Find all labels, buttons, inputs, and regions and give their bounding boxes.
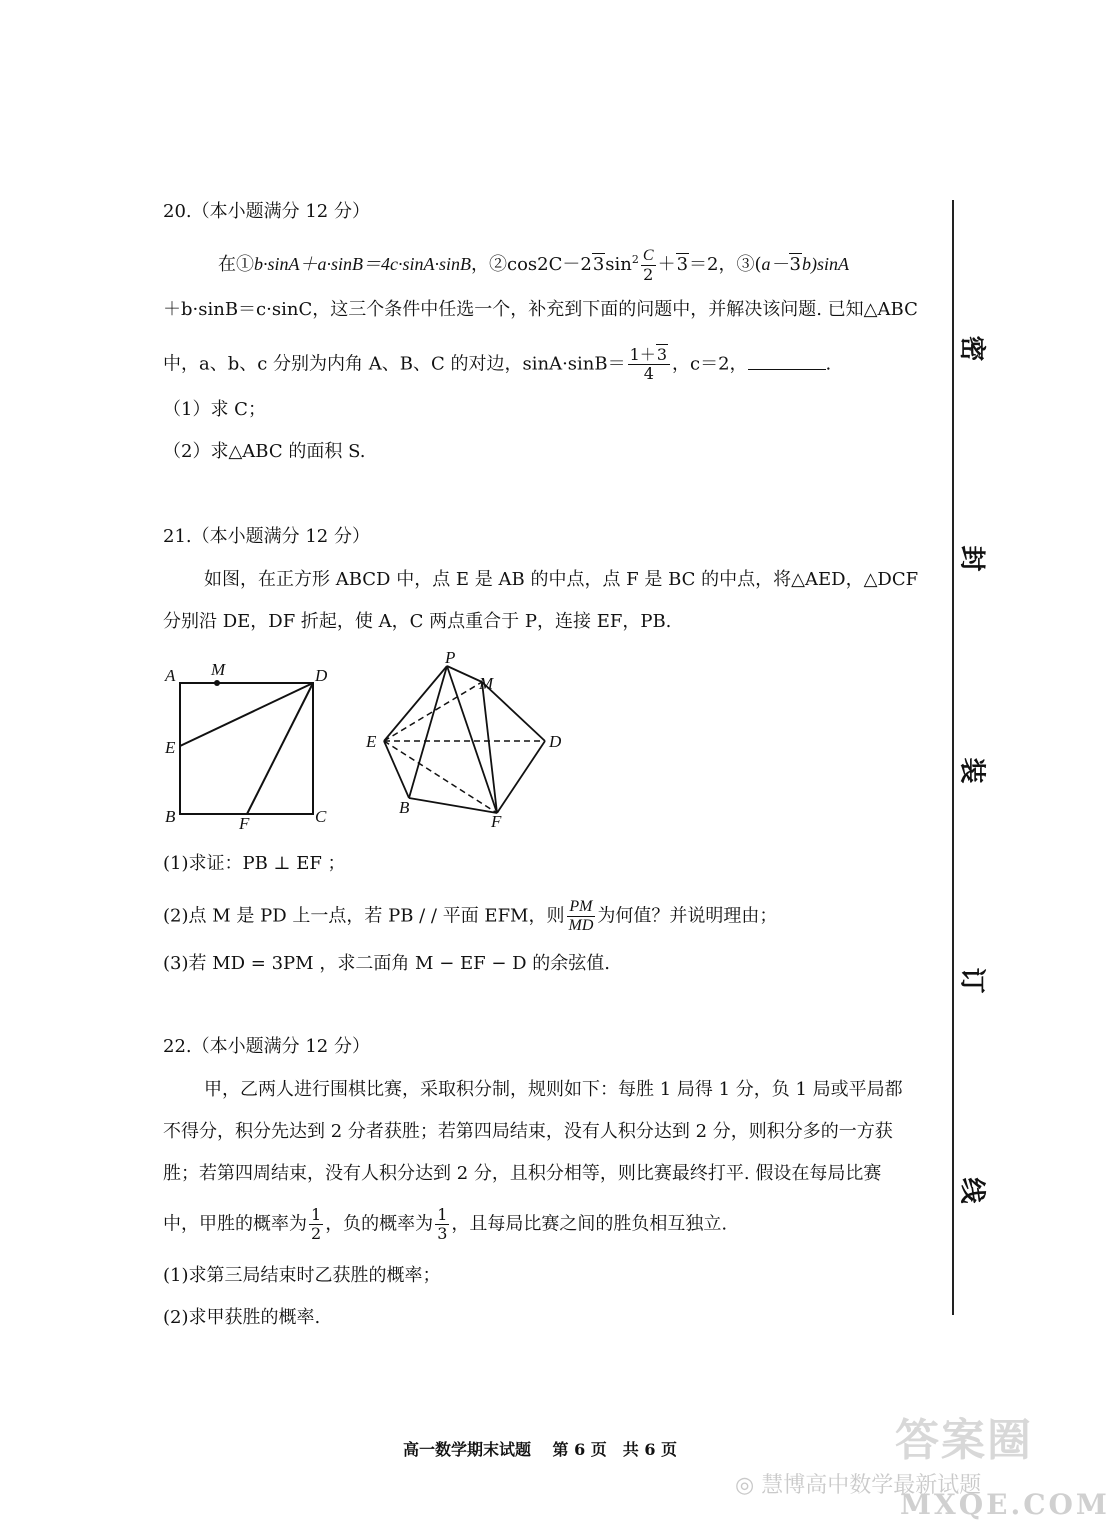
binding-char-ding: 订 (956, 967, 987, 994)
q22-line4-c: ，且每局比赛之间的胜负相互独立. (451, 1213, 728, 1235)
label-c: C (315, 807, 327, 826)
label-m2: M (479, 674, 494, 693)
pyramid-hidden-edges (384, 682, 545, 813)
label-f: F (239, 814, 250, 833)
label-a: A (165, 666, 176, 685)
edge-bf (409, 798, 497, 813)
q21-figures (155, 645, 585, 835)
q22-half-num: 1 (311, 1205, 322, 1224)
point-m-dot (214, 680, 220, 686)
q22-line4 (163, 1206, 727, 1243)
label-f2: F (491, 812, 502, 831)
q20-frac-num-a: 1＋ (629, 345, 656, 364)
q22-line4-b: ，负的概率为 (325, 1213, 434, 1235)
q21-frac-pm-md (567, 898, 596, 935)
q22-header: 22.（本小题满分 12 分） (163, 1036, 370, 1057)
binding-char-xian: 线 (956, 1177, 987, 1204)
q21-sub1: (1)求证：PB ⊥ EF ； (163, 853, 346, 874)
label-m: M (211, 660, 226, 679)
q22-sub2: (2)求甲获胜的概率. (163, 1307, 321, 1328)
edge-pe (384, 666, 447, 741)
q22-sub1: (1)求第三局结束时乙获胜的概率； (163, 1265, 441, 1286)
q22-third-num: 1 (437, 1205, 448, 1224)
q20-line3-prefix: 中，a、b、c 分别为内角 A、B、C 的对边，sinA·sinB＝ (163, 353, 626, 375)
binding-char-feng: 封 (956, 545, 987, 572)
q20-cond2-c: ＋ (657, 254, 676, 275)
q20-cond2-d: ＝2，③( (689, 254, 762, 275)
q21-frac-den: MD (568, 917, 594, 934)
q20-sqrt3-c: 3 (789, 254, 801, 275)
q22-line2: 不得分，积分先达到 2 分者获胜；若第四局结束，没有人积分达到 2 分，则积分多的一方获 (163, 1121, 893, 1142)
square-abcd (180, 683, 313, 814)
q20-line1-prefix: 在① (218, 254, 254, 275)
q20-line3-end: . (825, 353, 832, 375)
q22-frac-half (309, 1206, 323, 1243)
q20-sqrt3-a: 3 (592, 254, 605, 275)
q22-line1: 甲，乙两人进行围棋比赛，采取积分制，规则如下：每胜 1 局得 1 分，负 1 局或平局都 (204, 1079, 903, 1100)
q22-frac-third (435, 1206, 449, 1243)
label-b: B (165, 807, 176, 826)
q20-cond2-b: sin (605, 254, 632, 275)
q21-frac-num: PM (569, 898, 593, 915)
q20-cond3-b: b)sinA (801, 254, 849, 274)
q20-sqrt3-b: 3 (676, 254, 689, 275)
wechat-icon: ◎ (735, 1473, 762, 1498)
q20-frac-num-sqrt: 3 (656, 345, 667, 364)
q21-sub2-suffix: 为何值？并说明理由； (597, 905, 778, 927)
label-p: P (445, 648, 456, 667)
label-d: D (315, 666, 328, 685)
q22-half-den: 2 (311, 1224, 322, 1243)
q20-frac-sin-product (628, 346, 670, 383)
q20-cond3-a: a－ (761, 254, 789, 274)
q20-sup2: 2 (631, 253, 639, 266)
edge-pb (409, 666, 447, 798)
q21-line2: 分别沿 DE，DF 折起，使 A，C 两点重合于 P，连接 EF，PB. (163, 611, 672, 632)
label-b2: B (399, 798, 410, 817)
binding-char-zhuang: 装 (956, 757, 987, 784)
label-e2: E (366, 732, 377, 751)
q21-sub2-prefix: (2)点 M 是 PD 上一点，若 PB / / 平面 EFM，则 (163, 905, 565, 927)
q20-line3-suffix: ，c＝2， (672, 353, 748, 375)
q20-sub1: （1）求 C； (163, 399, 266, 420)
square-figure (180, 683, 313, 814)
q20-line1 (218, 246, 849, 284)
q20-header: 20.（本小题满分 12 分） (163, 201, 370, 222)
q22-third-den: 3 (437, 1224, 448, 1243)
q20-frac-c-over-2 (641, 247, 656, 284)
label-e: E (165, 738, 176, 757)
page-footer: 高一数学期末试题 第 6 页 共 6 页 (402, 1440, 678, 1459)
q20-sub2: （2）求△ABC 的面积 S. (163, 441, 366, 462)
q20-frac-c-num: C (642, 246, 654, 264)
q20-condition-1: b·sinA＋a·sinB＝4c·sinA·sinB (254, 254, 471, 274)
watermark-logo: 答案圈 (895, 1415, 1033, 1466)
q21-sub2 (163, 898, 777, 935)
q21-header: 21.（本小题满分 12 分） (163, 526, 370, 547)
watermark-text-label: 慧博高中数学最新试题 (761, 1473, 982, 1498)
watermark-site: MXQE.COM (900, 1488, 1110, 1521)
pyramid-figure (384, 666, 545, 813)
label-d2: D (549, 732, 562, 751)
q21-line1: 如图，在正方形 ABCD 中，点 E 是 AB 的中点，点 F 是 BC 的中点，将△AED，△DCF (204, 569, 919, 590)
q20-frac-den: 4 (628, 364, 670, 383)
q20-line3 (163, 346, 831, 383)
q20-cond2-a: cos2C－2 (507, 254, 592, 275)
binding-char-mi: 密 (956, 335, 987, 362)
binding-line (952, 200, 954, 1315)
q22-line3: 胜；若第四周结束，没有人积分达到 2 分，且积分相等，则比赛最终打平. 假设在每局比赛 (163, 1163, 882, 1184)
edge-df (497, 741, 545, 813)
q22-line4-a: 中，甲胜的概率为 (163, 1213, 307, 1235)
q21-sub3: (3)若 MD = 3PM ，求二面角 M − EF − D 的余弦值. (163, 953, 611, 974)
segment-df (247, 683, 313, 814)
q20-sep: ，② (471, 254, 507, 275)
q20-answer-blank (748, 353, 826, 370)
q20-frac-c-den: 2 (641, 265, 656, 284)
segment-de (180, 683, 313, 746)
q20-line2: ＋b·sinB＝c·sinC，这三个条件中任选一个，补充到下面的问题中，并解决该问题. 已知△ABC (163, 299, 918, 320)
